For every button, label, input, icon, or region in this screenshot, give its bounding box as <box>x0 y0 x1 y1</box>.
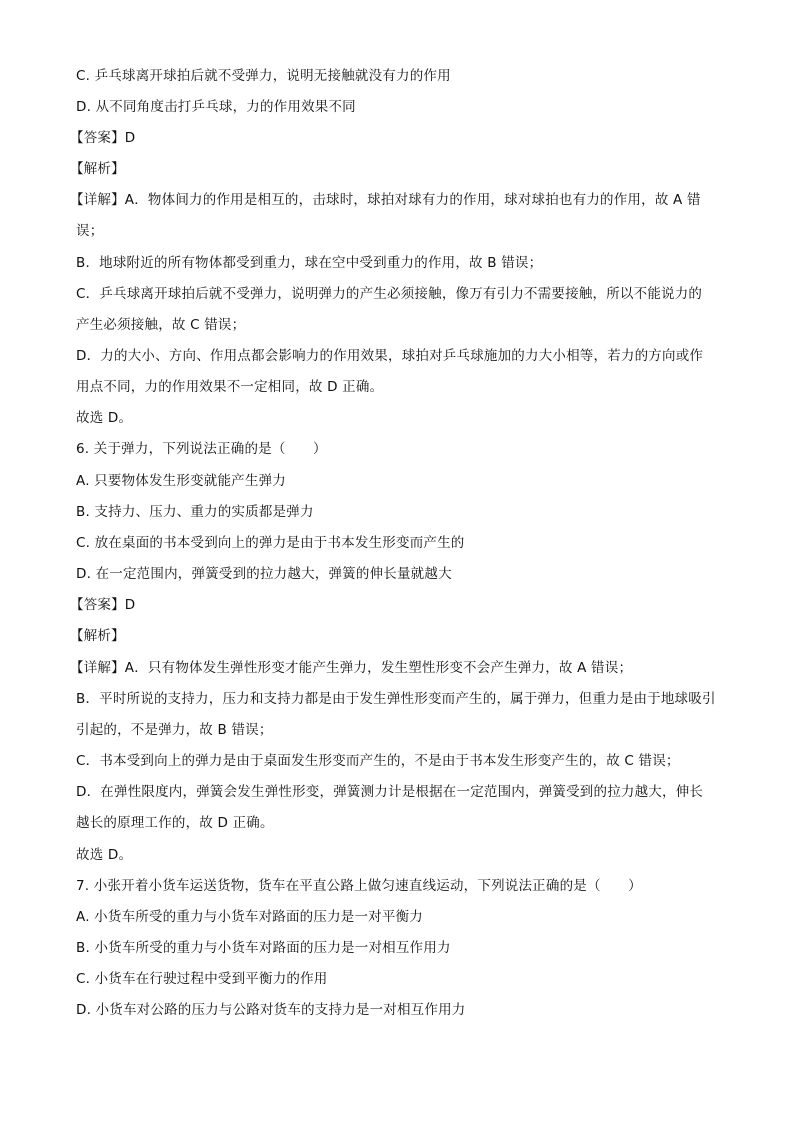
option-b-q7: B. 小货车所受的重力与小货车对路面的压力是一对相互作用力 <box>76 940 451 956</box>
explanation-line: B．平时所说的支持力，压力和支持力都是由于发生弹性形变而产生的，属于弹力，但重力是由于地球吸引 <box>76 691 716 707</box>
answer-label-q6: 【答案】D <box>70 597 136 613</box>
analysis-label-q5: 【解析】 <box>70 161 125 177</box>
option-d-q6: D. 在一定范围内，弹簧受到的拉力越大，弹簧的伸长量就越大 <box>76 566 452 582</box>
question-6-stem: 6. 关于弹力，下列说法正确的是（ ） <box>76 441 327 457</box>
option-c-q6: C. 放在桌面的书本受到向上的弹力是由于书本发生形变而产生的 <box>76 535 465 551</box>
explanation-line: C．书本受到向上的弹力是由于桌面发生形变而产生的，不是由于书本发生形变产生的，故 C 错误； <box>76 753 680 769</box>
explanation-line: 引起的，不是弹力，故 B 错误； <box>76 722 273 738</box>
explanation-line: 【详解】A．物体间力的作用是相互的，击球时，球拍对球有力的作用，球对球拍也有力的作用，故 A 错 <box>70 192 701 208</box>
option-c-q5: C. 乒乓球离开球拍后就不受弹力，说明无接触就没有力的作用 <box>76 68 451 84</box>
conclusion-q5: 故选 D。 <box>76 410 133 426</box>
option-d-q5: D. 从不同角度击打乒乓球，力的作用效果不同 <box>76 99 356 115</box>
explanation-line: 误； <box>76 223 104 239</box>
conclusion-q6: 故选 D。 <box>76 847 133 863</box>
explanation-line: C．乒乓球离开球拍后就不受弹力，说明弹力的产生必须接触，像万有引力不需要接触，所以不能说力的 <box>76 286 703 302</box>
option-d-q7: D. 小货车对公路的压力与公路对货车的支持力是一对相互作用力 <box>76 1002 466 1018</box>
explanation-line: D．力的大小、方向、作用点都会影响力的作用效果，球拍对乒乓球施加的力大小相等，若力的方向或作 <box>76 348 704 364</box>
explanation-line: 产生必须接触，故 C 错误； <box>76 317 246 333</box>
option-b-q6: B. 支持力、压力、重力的实质都是弹力 <box>76 504 314 520</box>
explanation-line: 【详解】A．只有物体发生弹性形变才能产生弹力，发生塑性形变不会产生弹力，故 A 错误； <box>70 660 633 676</box>
option-c-q7: C. 小货车在行驶过程中受到平衡力的作用 <box>76 971 328 987</box>
explanation-line: D．在弹性限度内，弹簧会发生弹性形变，弹簧测力计是根据在一定范围内，弹簧受到的拉力越大，伸长 <box>76 784 704 800</box>
explanation-line: 越长的原理工作的，故 D 正确。 <box>76 815 274 831</box>
answer-label-q5: 【答案】D <box>70 130 136 146</box>
explanation-line: B．地球附近的所有物体都受到重力，球在空中受到重力的作用，故 B 错误； <box>76 255 543 271</box>
explanation-line: 用点不同，力的作用效果不一定相同，故 D 正确。 <box>76 379 384 395</box>
option-a-q7: A. 小货车所受的重力与小货车对路面的压力是一对平衡力 <box>76 909 423 925</box>
analysis-label-q6: 【解析】 <box>70 628 125 644</box>
question-7-stem: 7. 小张开着小货车运送货物，货车在平直公路上做匀速直线运动，下列说法正确的是（ ） <box>76 878 642 894</box>
option-a-q6: A. 只要物体发生形变就能产生弹力 <box>76 473 286 489</box>
